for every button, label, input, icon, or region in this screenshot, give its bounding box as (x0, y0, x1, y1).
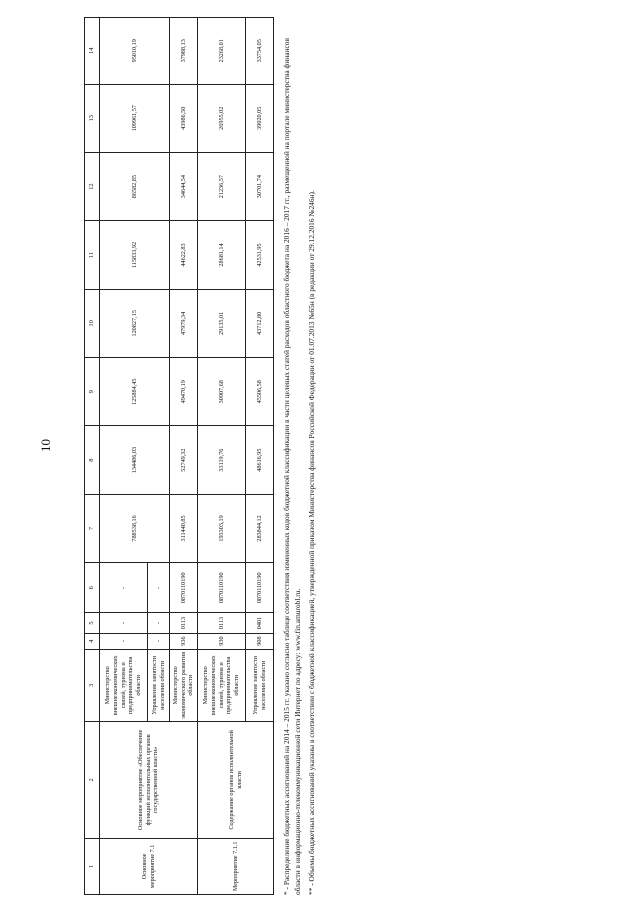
code-cell: 0401 (246, 613, 274, 633)
value-cell: 125884,45 (100, 358, 170, 426)
activity-name-cell: Содержание органов исполнительной власти (198, 722, 274, 839)
code-cell: 0113 (198, 613, 246, 633)
header-cell: 2 (85, 722, 100, 839)
value-cell: 42531,95 (246, 221, 274, 289)
footnote-2: ** - Объемы бюджетных ассигнований указаны в соответствии с бюджетной классификацией, утвержденной приказом Министерства финансов Российской Федерации от 01.07.2013 №65н (в редакции от 29.12.2016 №246н). (307, 190, 317, 895)
rotated-page-content (84, 17, 604, 895)
activity-type-cell: Мероприятие 7.1.1 (198, 838, 274, 894)
value-cell: 134486,03 (100, 426, 170, 494)
header-cell: 7 (85, 494, 100, 562)
value-cell: 39020,05 (246, 84, 274, 152)
value-cell: 33119,76 (198, 426, 246, 494)
header-cell: 4 (85, 633, 100, 649)
value-cell: 788538,16 (100, 494, 170, 562)
value-cell: 30907,68 (198, 358, 246, 426)
value-cell: 45506,58 (246, 358, 274, 426)
value-cell: 115833,92 (100, 221, 170, 289)
footnote-1: * - Распределение бюджетных ассигнований на 2014 – 2015 гг. указано согласно таблице соответствия измененных кодов бюджетной классификации в части целевых статей расходов областного бюджета на 2016 – 2017 гг., размещенной на портале министерства финансов области в информационно-телекоммуникационной сети Интернет по адресу: www.fin.amurobl.ru. (282, 38, 302, 895)
value-cell: 29135,01 (198, 289, 246, 357)
responsible-entity-cell: Министерство экономического развития области (170, 649, 198, 721)
code-cell: - (148, 633, 170, 649)
code-cell: 0870110190 (170, 563, 198, 613)
header-cell: 9 (85, 358, 100, 426)
value-cell: 43712,80 (246, 289, 274, 357)
value-cell: 26955,02 (198, 84, 246, 152)
code-cell: 930 (198, 633, 246, 649)
responsible-entity-cell: Министерство внешнеэкономических связей, туризма и предпринимательства области (100, 649, 148, 721)
value-cell: 23268,01 (198, 18, 246, 85)
header-cell: 13 (85, 84, 100, 152)
code-cell: 0870110190 (246, 563, 274, 613)
value-cell: 43986,50 (170, 84, 198, 152)
value-cell: 120827,15 (100, 289, 170, 357)
value-cell: 33754,05 (246, 18, 274, 85)
value-cell: 30701,74 (246, 152, 274, 220)
table-row (100, 18, 148, 895)
code-cell: - (100, 563, 148, 613)
header-cell: 6 (85, 563, 100, 613)
code-cell: 0870110190 (198, 563, 246, 613)
value-cell: 109961,57 (100, 84, 170, 152)
value-cell: 48616,95 (246, 426, 274, 494)
value-cell: 37988,13 (170, 18, 198, 85)
page-number: 10 (38, 439, 53, 452)
code-cell: - (100, 613, 148, 633)
responsible-entity-cell: Управление занятости населения области (148, 649, 170, 721)
activity-name-cell: Основное мероприятие «Обеспечение функций исполнительных органов государственной власти» (100, 722, 198, 839)
code-cell: 936 (170, 633, 198, 649)
value-cell: 52749,32 (170, 426, 198, 494)
table-row (198, 18, 246, 895)
header-cell: 12 (85, 152, 100, 220)
header-row (85, 18, 100, 895)
budget-allocation-table (84, 17, 274, 895)
code-cell: - (148, 563, 170, 613)
value-cell: 44622,83 (170, 221, 198, 289)
code-cell: - (148, 613, 170, 633)
value-cell: 34644,54 (170, 152, 198, 220)
value-cell: 49470,19 (170, 358, 198, 426)
header-cell: 8 (85, 426, 100, 494)
header-cell: 11 (85, 221, 100, 289)
value-cell: 311440,85 (170, 494, 198, 562)
header-cell: 5 (85, 613, 100, 633)
header-cell: 10 (85, 289, 100, 357)
header-cell: 14 (85, 18, 100, 85)
value-cell: 47979,34 (170, 289, 198, 357)
value-cell: 95010,19 (100, 18, 170, 85)
value-cell: 193303,19 (198, 494, 246, 562)
value-cell: 283844,12 (246, 494, 274, 562)
code-cell: - (100, 633, 148, 649)
activity-type-cell: Основное мероприятие 7.1 (100, 838, 198, 894)
responsible-entity-cell: Министерство внешнеэкономических связей, туризма и предпринимательства области (198, 649, 246, 721)
footnotes (282, 17, 318, 895)
header-cell: 1 (85, 838, 100, 894)
header-cell: 3 (85, 649, 100, 721)
code-cell: 0113 (170, 613, 198, 633)
value-cell: 86582,85 (100, 152, 170, 220)
responsible-entity-cell: Управление занятости населения области (246, 649, 274, 721)
code-cell: 908 (246, 633, 274, 649)
value-cell: 28681,14 (198, 221, 246, 289)
value-cell: 21236,57 (198, 152, 246, 220)
